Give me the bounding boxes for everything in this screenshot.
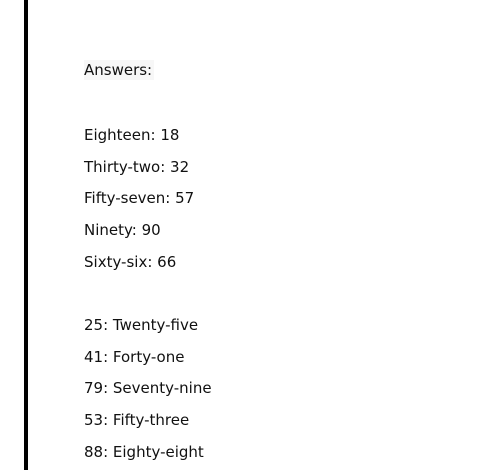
numbers-to-words-list (84, 315, 384, 470)
answer-line: 25: Twenty-five (84, 316, 199, 334)
answer-line: Sixty-six: 66 (84, 252, 177, 271)
answer-line: 41: Forty-one (84, 347, 185, 366)
page-left-border (24, 0, 28, 470)
answer-line: 88: Eighty-eight (84, 442, 204, 461)
answer-line: Eighteen: 18 (84, 126, 180, 144)
answers-heading: Answers: (84, 61, 153, 79)
answers-content (84, 60, 212, 461)
answer-line: Ninety: 90 (84, 221, 161, 240)
answer-line: 79: Seventy-nine (84, 379, 212, 398)
answer-line: 53: Fifty-three (84, 411, 190, 430)
answer-line: Thirty-two: 32 (84, 157, 190, 176)
words-to-numbers-list (84, 125, 384, 283)
answer-line: Fifty-seven: 57 (84, 189, 195, 208)
